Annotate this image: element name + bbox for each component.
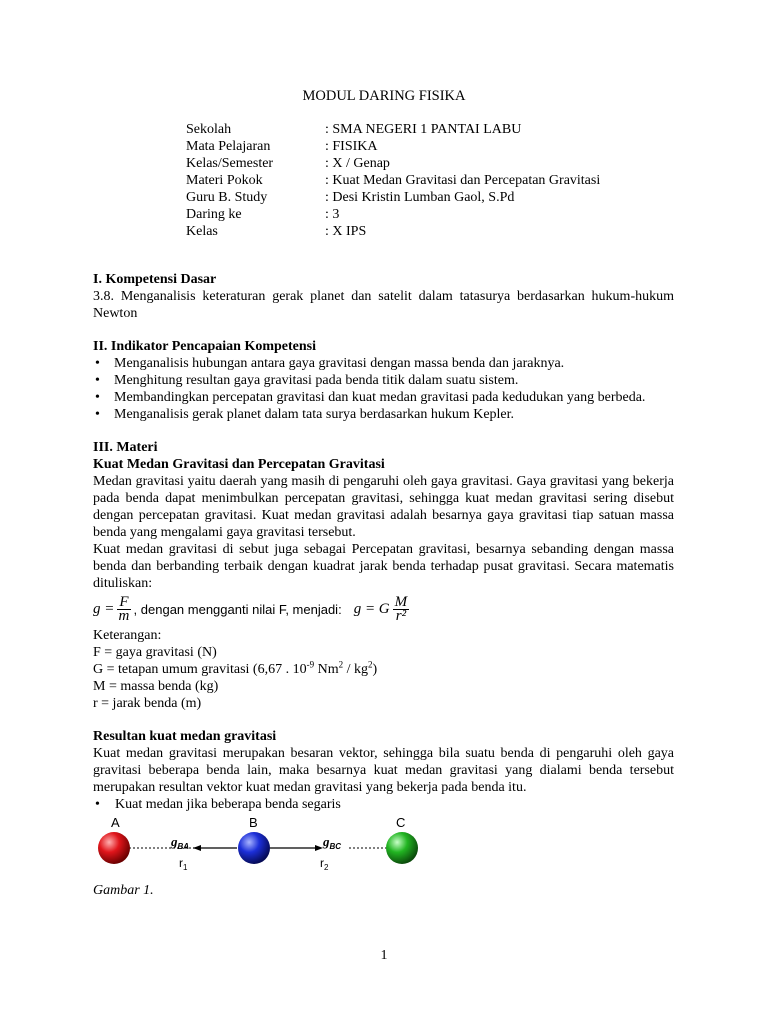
ball-a <box>98 832 130 864</box>
arrowhead-g-ba <box>193 845 201 851</box>
list-item: • Kuat medan jika beberapa benda segaris <box>95 797 341 812</box>
info-row-sekolah: Sekolah : SMA NEGERI 1 PANTAI LABU <box>186 122 522 137</box>
main-content <box>93 271 674 899</box>
section-heading-resultan: Resultan kuat medan gravitasi <box>93 729 277 744</box>
formula-lhs-2: g = G <box>353 600 390 617</box>
section-heading-indikator: II. Indikator Pencapaian Kompetensi <box>93 339 316 354</box>
kompetensi-text: 3.8. Menganalisis keteraturan gerak planet dan satelit dalam tatasurya berdasarkan hukum-hukum Newton <box>93 289 674 321</box>
info-table <box>186 121 600 240</box>
info-row-kelas-semester: Kelas/Semester : X / Genap <box>186 156 390 171</box>
fraction-f-over-m: $\frac{F}{m}$ <box>118 593 130 624</box>
label-a: A <box>111 815 120 830</box>
bullet-icon: • <box>95 797 100 812</box>
figure-caption: Gambar 1. <box>93 883 154 898</box>
section-heading-materi: III. Materi <box>93 440 158 455</box>
bullet-icon: • <box>95 390 100 405</box>
list-item: • Menganalisis gerak planet dalam tata surya berdasarkan hukum Kepler. <box>95 407 515 422</box>
list-item: • Membandingkan percepatan gravitasi dan kuat medan gravitasi pada kedudukan yang berbeda. <box>95 390 646 405</box>
materi-paragraph-1: Medan gravitasi yaitu daerah yang masih di pengaruhi oleh gaya gravitasi. Gaya gravitasi yang bekerja pada benda dapat menimbulkan percepatan gravitasi, sehingga kuat medan gravitasi sering disebut dengan percepatan gravitasi. Kuat medan gravitasi adalah besarnya gaya gravitasi tiap satuan massa benda yang mengalami gaya gravitasi tersebut. <box>93 474 674 540</box>
ball-c <box>386 832 418 864</box>
materi-paragraph-2: Kuat medan gravitasi di sebut juga sebagai Percepatan gravitasi, besarnya sebanding dengan massa benda dan berbanding terbaik dengan kuadrat jarak benda terhadap pusat gravitasi. Secara matematis dituliskan: <box>93 542 674 591</box>
info-row-materi: Materi Pokok : Kuat Medan Gravitasi dan Percepatan Gravitasi <box>186 173 601 188</box>
bullet-icon: • <box>95 356 100 371</box>
info-row-guru: Guru B. Study : Desi Kristin Lumban Gaol, S.Pd <box>186 190 515 205</box>
diagram-svg <box>93 815 433 873</box>
label-c: C <box>396 815 406 830</box>
gravity-diagram <box>93 815 674 878</box>
gravity-formula <box>93 594 674 624</box>
document-title: MODUL DARING FISIKA <box>302 88 466 104</box>
info-row-mapel: Mata Pelajaran : FISIKA <box>186 139 378 154</box>
label-g-bc: $g_{BC}$ <box>323 834 342 851</box>
list-item: • Menganalisis hubungan antara gaya gravitasi dengan massa benda dan jaraknya. <box>95 356 565 371</box>
arrowhead-g-bc <box>315 845 323 851</box>
info-row-daring: Daring ke : 3 <box>186 207 340 222</box>
keterangan-m: M = massa benda (kg) <box>93 679 219 694</box>
keterangan-r: r = jarak benda (m) <box>93 696 202 711</box>
keterangan-g: G = tetapan umum gravitasi (6,67 . $10^{-9}$ $Nm^2 / kg^2$) <box>93 659 378 677</box>
bullet-icon: • <box>95 373 100 388</box>
ball-b <box>238 832 270 864</box>
page-number: 1 <box>380 948 388 963</box>
label-r1: $r_1$ <box>179 856 188 872</box>
section-heading-kompetensi: I. Kompetensi Dasar <box>93 272 217 287</box>
info-row-kelas: Kelas : X IPS <box>186 224 367 239</box>
list-item: • Menghitung resultan gaya gravitasi pada benda titik dalam suatu sistem. <box>95 373 519 388</box>
label-r2: $r_2$ <box>320 856 329 872</box>
label-b: B <box>249 815 258 830</box>
keterangan-label: Keterangan: <box>93 628 162 643</box>
formula-lhs-1: g = <box>93 600 115 617</box>
keterangan-f: F = gaya gravitasi (N) <box>93 645 217 660</box>
bullet-icon: • <box>95 407 100 422</box>
resultan-paragraph: Kuat medan gravitasi merupakan besaran vektor, sehingga bila suatu benda di pengaruhi oleh gaya gravitasi beberapa benda lain, maka besarnya kuat medan gravitasi yang dialami benda tersebut merupakan resultan vektor kuat medan gravitasi yang bekerja pada benda itu. <box>93 746 674 795</box>
formula-middle-text: , dengan mengganti nilai F, menjadi: <box>133 601 342 617</box>
fraction-m-over-r2: $\frac{M}{\text{r²}}$ <box>394 593 408 624</box>
label-g-ba: $g_{BA}$ <box>171 834 190 851</box>
subheading-kuat-medan: Kuat Medan Gravitasi dan Percepatan Gravitasi <box>93 457 385 472</box>
